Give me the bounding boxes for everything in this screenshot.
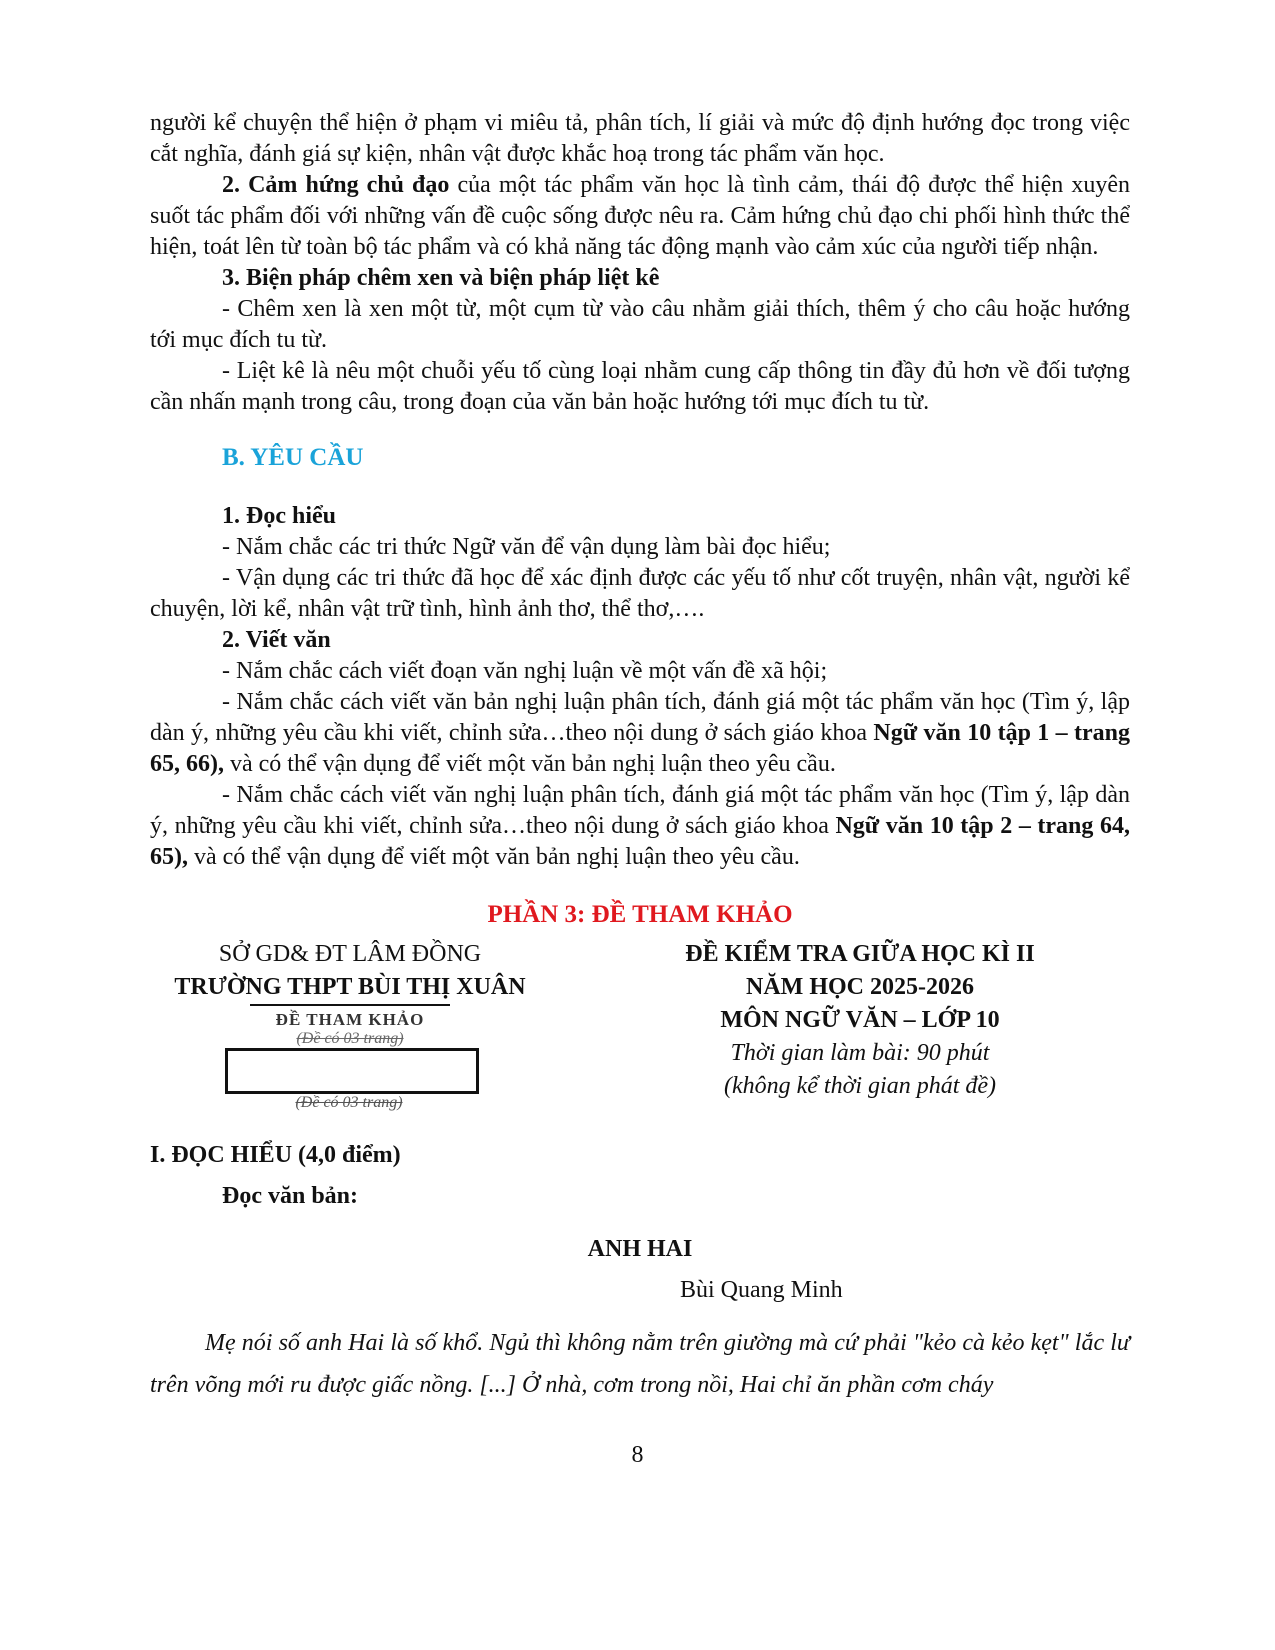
text-excerpt: Mẹ nói số anh Hai là số khổ. Ngủ thì không nằm trên giường mà cứ phải "kẻo cà kẻo kẹt" lắc lư trên võng mới ru được giấc nồng. [...] Ở nhà, cơm trong nồi, Hai chỉ ăn phần cơm cháy <box>150 1330 1130 1398</box>
time-limit: Thời gian làm bài: 90 phút <box>730 1040 990 1066</box>
section-b-title: B. YÊU CẦU <box>222 444 364 471</box>
part3-title: PHẦN 3: ĐỀ THAM KHẢO <box>487 901 793 928</box>
paragraph-inspiration <box>150 170 1130 263</box>
read-label: Đọc văn bản: <box>222 1183 359 1209</box>
heading-reading: 1. Đọc hiểu <box>222 503 336 529</box>
time-note: (không kể thời gian phát đề) <box>723 1073 997 1099</box>
paragraph-interjection: - Chêm xen là xen một từ, một cụm từ vào câu nhằm giải thích, thêm ý cho câu hoặc hướng tới mục đích tu từ. <box>150 296 1130 353</box>
writing-req-3-book: Ngữ văn 10 tập 2 – trang 64, 65), <box>150 813 1130 870</box>
school-name: TRƯỜNG THPT BÙI THỊ XUÂN <box>174 974 526 1000</box>
writing-req-2 <box>150 687 1130 780</box>
subject-grade: MÔN NGỮ VĂN – LỚP 10 <box>720 1007 1000 1033</box>
definition-inspiration: của một tác phẩm văn học là tình cảm, thái độ được thể hiện xuyên suốt tác phẩm đối với những vấn đề cuộc sống được nêu ra. Cảm hứng chủ đạo chi phối hình thức thể hiện, toát lên từ toàn bộ tác phẩm và có khả năng tác động mạnh vào cảm xúc của người tiếp nhận. <box>150 172 1131 260</box>
reference-exam-stamp <box>215 1010 485 1110</box>
exam-header <box>150 938 1130 1110</box>
exam-header-left <box>150 938 550 1110</box>
heading-writing: 2. Viết văn <box>222 627 331 653</box>
exam-name: ĐỀ KIỂM TRA GIỮA HỌC KÌ II <box>685 941 1035 967</box>
reading-req-1: - Nắm chắc các tri thức Ngữ văn để vận dụng làm bài đọc hiểu; <box>222 534 831 560</box>
page-number: 8 <box>631 1442 644 1468</box>
writing-req-3-text: - Nắm chắc cách viết văn nghị luận phân tích, đánh giá một tác phẩm văn học (Tìm ý, lập dàn ý, những yêu cầu khi viết, chỉnh sửa…theo nội dung ở sách giáo khoa <box>150 782 1130 839</box>
stamp-title: ĐỀ THAM KHẢO <box>275 1010 425 1029</box>
document-page <box>150 108 1130 1406</box>
paragraph-narrator: người kể chuyện thể hiện ở phạm vi miêu tả, phân tích, lí giải và mức độ định hướng đọc trong việc cắt nghĩa, đánh giá sự kiện, nhân vật được khắc hoạ trong tác phẩm văn học. <box>150 110 1130 167</box>
reading-req-2: - Vận dụng các tri thức đã học để xác định được các yếu tố như cốt truyện, nhân vật, người kể chuyện, lời kể, nhân vật trữ tình, hình ảnh thơ, thể thơ,…. <box>150 565 1130 622</box>
school-year: NĂM HỌC 2025-2026 <box>746 974 974 1000</box>
text-author: Bùi Quang Minh <box>680 1277 843 1303</box>
exam-header-right <box>650 938 1070 1110</box>
writing-req-3 <box>150 780 1130 873</box>
writing-req-2-end: và có thể vận dụng để viết một văn bản nghị luận theo yêu cầu. <box>224 751 836 777</box>
heading-rhetoric: 3. Biện pháp chêm xen và biện pháp liệt kê <box>222 265 660 291</box>
department-name: SỞ GD& ĐT LÂM ĐỒNG <box>218 941 482 967</box>
stamp-pages-bottom: (Đề có 03 trang) <box>295 1094 403 1111</box>
paragraph-enumeration: - Liệt kê là nêu một chuỗi yếu tố cùng loại nhằm cung cấp thông tin đầy đủ hơn về đối tượng cần nhấn mạnh trong câu, trong đoạn của văn bản hoặc hướng tới mục đích tu từ. <box>150 358 1130 415</box>
reading-section-title: I. ĐỌC HIỂU (4,0 điểm) <box>150 1142 401 1168</box>
writing-req-2-text: - Nắm chắc cách viết văn bản nghị luận phân tích, đánh giá một tác phẩm văn học (Tìm ý, lập dàn ý, những yêu cầu khi viết, chỉnh sửa…theo nội dung ở sách giáo khoa <box>150 689 1130 746</box>
term-inspiration: 2. Cảm hứng chủ đạo <box>222 172 450 198</box>
stamp-pages-faint: (Đề có 03 trang) <box>296 1030 404 1047</box>
writing-req-1: - Nắm chắc cách viết đoạn văn nghị luận về một vấn đề xã hội; <box>222 658 828 684</box>
text-title: ANH HAI <box>587 1236 693 1262</box>
stamp-box <box>225 1048 479 1094</box>
writing-req-2-book: Ngữ văn 10 tập 1 – trang 65, 66), <box>150 720 1131 777</box>
writing-req-3-end: và có thể vận dụng để viết một văn bản nghị luận theo yêu cầu. <box>188 844 800 870</box>
school-underline <box>250 1004 450 1006</box>
